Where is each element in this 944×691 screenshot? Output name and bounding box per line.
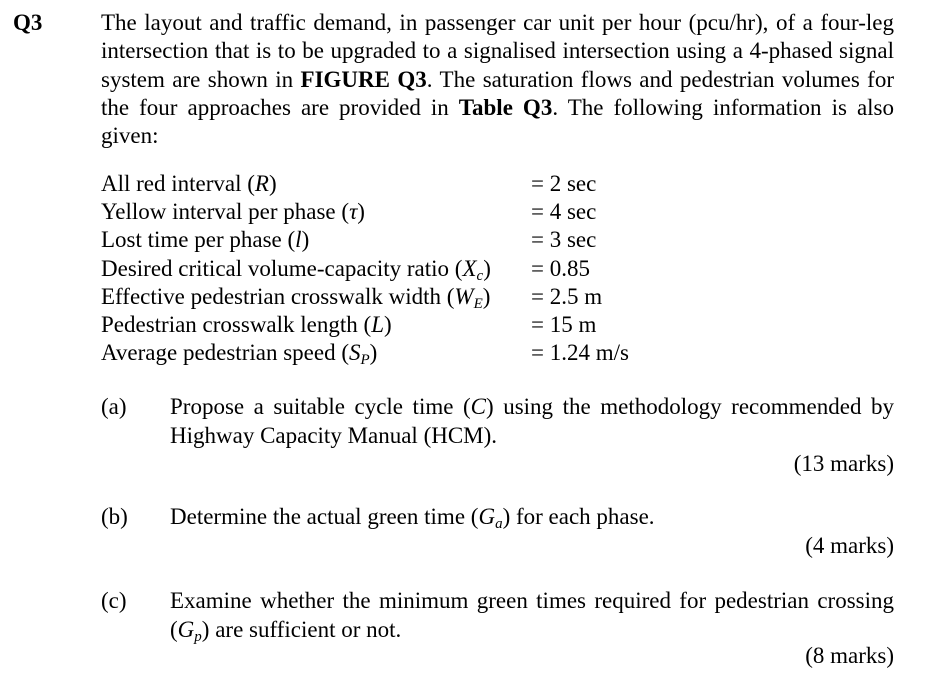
given-value: = 2 sec (531, 171, 597, 196)
given-value: = 15 m (531, 311, 597, 337)
given-label: Yellow interval per phase (τ) (101, 199, 365, 225)
given-value: = 3 sec (531, 227, 597, 253)
figure-reference: FIGURE Q3 (300, 66, 427, 92)
part-a-text: Propose a suitable cycle time (C) using the methodology recommended by Highway Capacity Manual (HCM). (170, 394, 894, 448)
question-number: Q3 (13, 10, 43, 35)
given-row-critical-vc-ratio (101, 255, 590, 284)
given-label: Average pedestrian speed $(S_P)$ (101, 340, 378, 369)
intro-text-3: . The following information is also given: (101, 94, 894, 149)
given-information-list (101, 170, 629, 369)
given-label: Lost time per phase (l) (101, 227, 310, 253)
part-c-text: Examine whether the minimum green times required for pedestrian crossing $(G_p)$ are sufficient or not. (170, 588, 894, 645)
given-label: Pedestrian crosswalk length (L) (101, 311, 392, 337)
given-row-pedestrian-speed (101, 339, 629, 369)
given-label: All red interval (R) (101, 171, 277, 196)
given-value: = 2.5 m (531, 283, 603, 309)
part-b-marks: (4 marks) (805, 533, 894, 558)
intro-text-2: . The saturation flows and pedestrian volumes for the four approaches are provided in (101, 66, 895, 120)
given-value: = 0.85 (531, 255, 590, 281)
given-row-lost-time (101, 226, 597, 254)
table-reference: Table Q3 (458, 94, 553, 120)
part-c-marks: (8 marks) (805, 643, 894, 668)
intro-text-1: The layout and traffic demand, in passenger car unit per hour (pcu/hr), of a four-leg intersection that is to be upgraded to a signalised intersection using a 4-phased signal system are shown in (101, 10, 894, 92)
given-row-crosswalk-width (101, 283, 603, 312)
question-intro (101, 9, 894, 150)
given-label: Effective pedestrian crosswalk width $(W_E)$ (101, 283, 491, 312)
part-c-label: (c) (101, 588, 127, 613)
given-row-all-red-interval (101, 170, 597, 198)
part-a-marks: (13 marks) (793, 451, 894, 476)
given-value: = 4 sec (531, 199, 597, 225)
part-b-label: (b) (101, 504, 128, 529)
given-row-crosswalk-length (101, 311, 597, 339)
given-value: = 1.24 m/s (531, 340, 629, 366)
part-a-label: (a) (101, 394, 127, 419)
given-label: Desired critical volume-capacity ratio $(X_c)$ (101, 255, 491, 284)
given-row-yellow-interval (101, 198, 597, 226)
part-b-text: Determine the actual green time $(G_a)$ for each phase. (170, 504, 655, 532)
